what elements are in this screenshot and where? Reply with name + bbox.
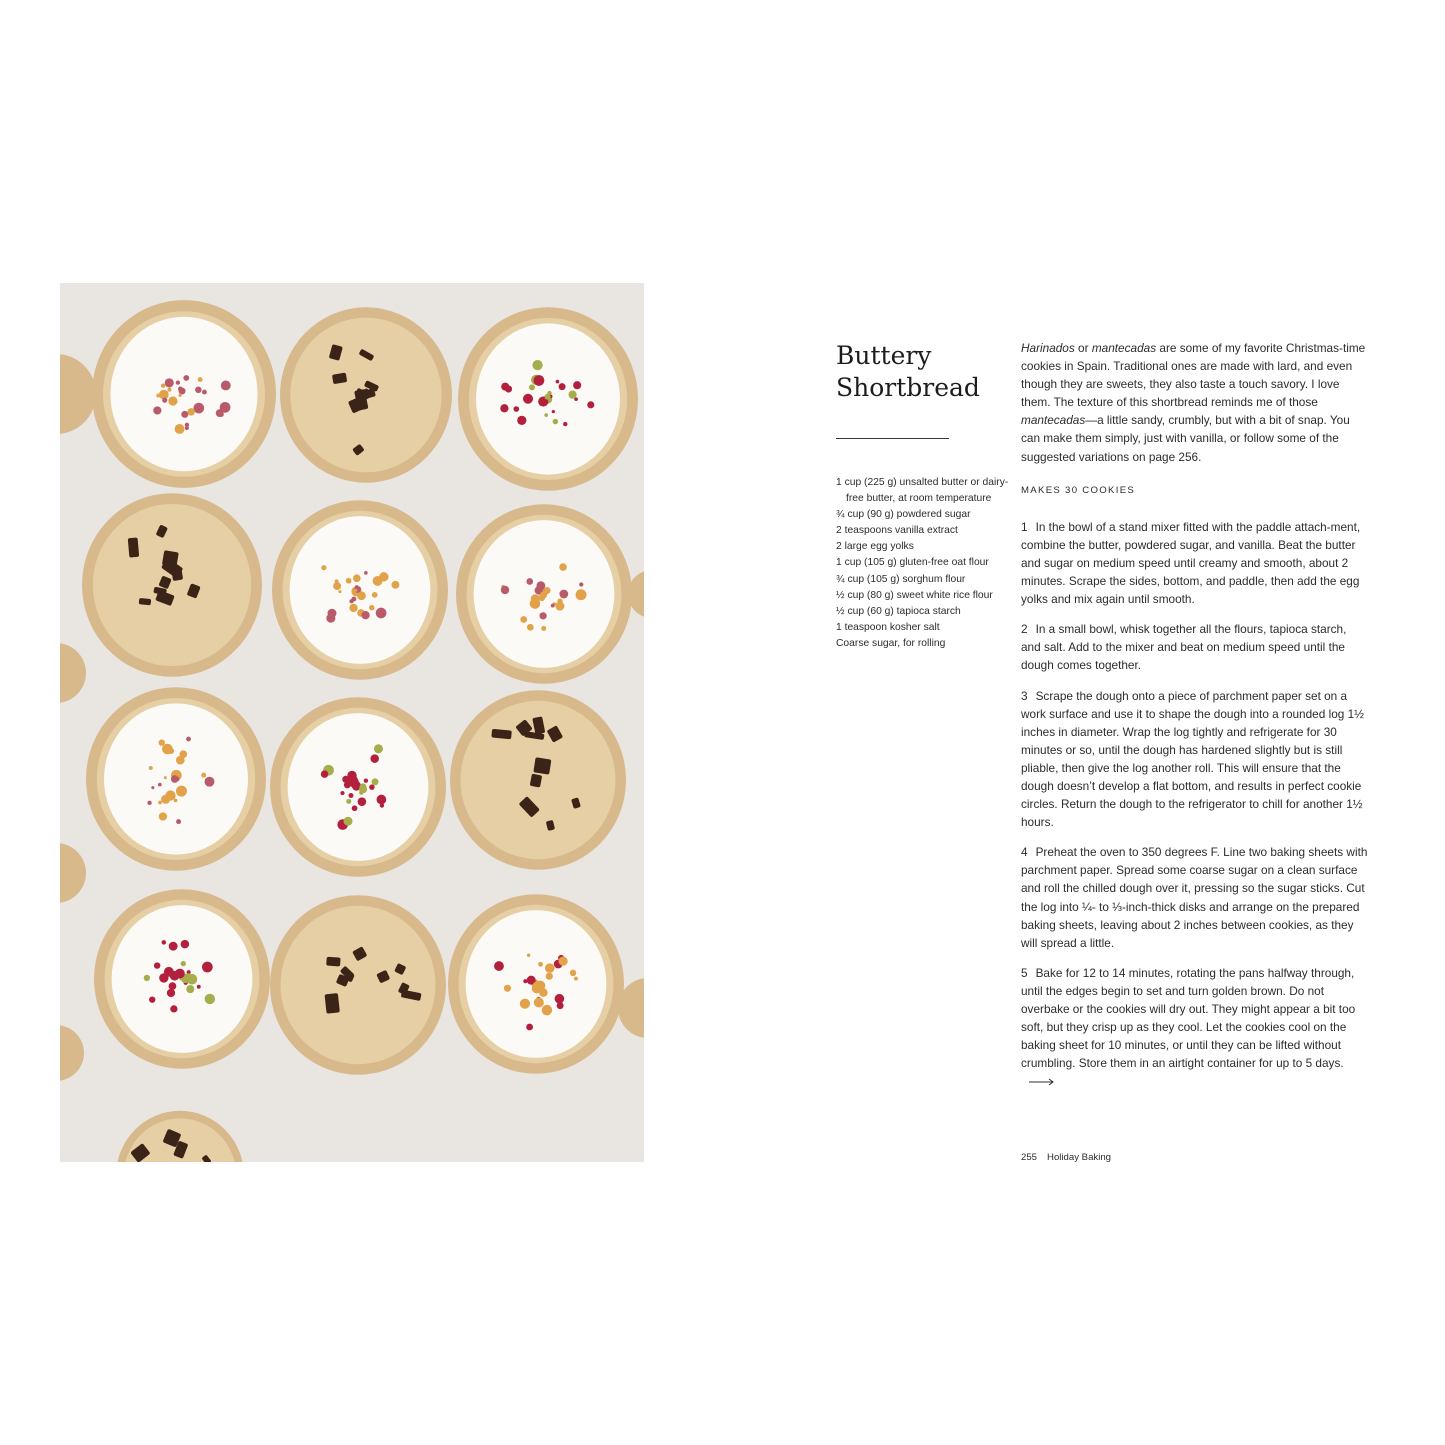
topping <box>186 973 190 977</box>
topping <box>587 401 594 408</box>
topping <box>201 773 206 778</box>
topping <box>541 626 546 631</box>
topping <box>183 375 189 381</box>
cookie-edge <box>60 1025 84 1081</box>
topping <box>153 406 161 414</box>
topping <box>364 571 368 575</box>
topping <box>545 963 555 973</box>
topping <box>526 1024 533 1031</box>
topping <box>338 590 341 593</box>
topping <box>178 386 183 391</box>
topping <box>219 412 224 417</box>
topping <box>162 398 167 403</box>
title-line-1: Buttery <box>836 341 932 370</box>
topping <box>351 597 356 602</box>
topping <box>364 779 368 783</box>
topping <box>354 589 357 592</box>
topping <box>181 940 190 949</box>
page-footer <box>1021 1152 1111 1163</box>
topping <box>529 384 535 390</box>
topping <box>170 1005 177 1012</box>
topping <box>333 582 341 590</box>
chocolate-chunk <box>491 729 512 739</box>
topping <box>185 426 189 430</box>
topping <box>531 594 540 603</box>
topping <box>553 419 559 425</box>
topping <box>176 380 180 384</box>
chocolate-chunk <box>533 757 551 774</box>
topping <box>349 604 357 612</box>
chocolate-chunk <box>162 550 179 567</box>
page-number: 255 <box>1021 1152 1038 1163</box>
topping <box>559 383 566 390</box>
icing <box>110 317 257 472</box>
topping <box>158 783 162 787</box>
step-number: 1 <box>1021 519 1028 534</box>
step-number: 2 <box>1021 622 1028 637</box>
topping <box>349 775 358 784</box>
topping <box>178 394 181 397</box>
ingredient-item: 1 teaspoon kosher salt <box>836 621 940 633</box>
intro-italic-3: mantecadas <box>1021 413 1086 428</box>
cookie-dough <box>281 906 436 1064</box>
topping <box>570 970 576 976</box>
topping <box>195 387 202 394</box>
topping <box>370 754 378 762</box>
topping <box>165 378 174 387</box>
topping <box>344 817 353 826</box>
topping <box>376 608 387 619</box>
title-divider <box>836 438 949 439</box>
topping <box>532 360 542 370</box>
topping <box>392 581 400 589</box>
topping <box>355 585 359 589</box>
cookie-photo-icon <box>60 283 644 1162</box>
cookie-dough <box>93 504 251 666</box>
ingredient-item: 2 large egg yolks <box>836 541 914 553</box>
topping <box>568 391 576 399</box>
ingredient-item: 1 cup (225 g) unsalted butter or dairy-free butter, at room temperature <box>836 477 1009 505</box>
topping <box>574 977 578 981</box>
topping <box>176 786 187 797</box>
topping <box>202 390 207 395</box>
topping <box>159 812 167 820</box>
step-5 <box>1021 964 1369 1092</box>
step-number: 3 <box>1021 688 1028 703</box>
topping <box>198 377 203 382</box>
topping <box>197 985 201 989</box>
title-line-2: Shortbread <box>836 373 980 402</box>
topping <box>545 394 551 400</box>
topping <box>551 604 555 608</box>
intro-text-3: —a little sandy, crumbly, but with a bit of snap. You can make them simply, just with vanilla, or follow some of the suggested variations on page 256. <box>1021 413 1350 464</box>
continue-arrow-icon <box>1029 1073 1055 1091</box>
step-4 <box>1021 843 1369 952</box>
topping <box>167 387 171 391</box>
topping <box>326 614 335 623</box>
topping <box>540 592 547 599</box>
topping <box>534 997 544 1007</box>
topping <box>346 578 352 584</box>
topping <box>557 1002 564 1009</box>
step-number: 5 <box>1021 965 1028 980</box>
topping <box>346 799 351 804</box>
topping <box>186 985 194 993</box>
topping <box>526 578 533 585</box>
topping <box>167 989 175 997</box>
topping <box>205 994 215 1004</box>
topping <box>546 973 553 980</box>
ingredient-item: ¾ cup (105 g) sorghum flour <box>836 573 966 585</box>
chocolate-chunk <box>171 567 183 581</box>
topping <box>176 819 181 824</box>
topping <box>559 957 568 966</box>
topping <box>373 576 383 586</box>
topping <box>369 784 375 790</box>
recipe-body <box>1021 339 1369 1103</box>
topping <box>520 999 530 1009</box>
topping <box>377 795 387 805</box>
topping <box>202 962 213 973</box>
topping <box>557 598 562 603</box>
topping <box>556 380 560 384</box>
topping <box>169 982 177 990</box>
topping <box>369 605 374 610</box>
recipe-title <box>836 340 1006 404</box>
topping <box>154 962 160 968</box>
topping <box>534 375 545 386</box>
topping <box>500 404 508 412</box>
topping <box>348 793 353 798</box>
topping <box>175 424 185 434</box>
topping <box>340 791 344 795</box>
topping <box>161 384 165 388</box>
topping <box>147 801 151 805</box>
topping <box>144 975 150 981</box>
yield-label: MAKES 30 COOKIES <box>1021 484 1136 496</box>
topping <box>544 413 548 417</box>
chocolate-chunk <box>326 957 340 967</box>
topping <box>527 954 530 957</box>
topping <box>168 396 177 405</box>
ingredient-item: ½ cup (60 g) tapioca starch <box>836 605 961 617</box>
topping <box>221 381 231 391</box>
intro-paragraph <box>1021 339 1369 466</box>
topping <box>161 795 170 804</box>
cookie-edge <box>60 643 86 703</box>
topping <box>352 805 358 811</box>
step-1 <box>1021 518 1369 608</box>
topping <box>504 985 511 992</box>
ingredient-item: Coarse sugar, for rolling <box>836 637 946 649</box>
topping <box>186 737 191 742</box>
ingredient-item: 2 teaspoons vanilla extract <box>836 525 958 537</box>
topping <box>533 982 538 987</box>
topping <box>162 940 166 944</box>
ingredient-item: 1 cup (105 g) gluten-free oat flour <box>836 557 989 569</box>
ingredient-item: ¾ cup (90 g) powdered sugar <box>836 509 971 521</box>
topping <box>205 777 215 787</box>
topping <box>358 797 367 806</box>
topping <box>559 590 568 599</box>
topping <box>513 406 519 412</box>
topping <box>552 410 555 413</box>
topping <box>579 582 583 586</box>
topping <box>374 744 383 753</box>
intro-text-1: or <box>1074 341 1092 355</box>
intro-text-2: are some of my favorite Christmas-time cookies in Spain. Traditional ones are made with lard, and even though they are sweets, they also taste a touch savory. I love them. The texture of this shortbread reminds me of those <box>1021 341 1366 410</box>
topping <box>517 416 526 425</box>
topping <box>181 411 188 418</box>
topping <box>194 403 205 414</box>
ingredient-list <box>836 475 1011 652</box>
topping <box>162 744 173 755</box>
topping <box>149 996 155 1002</box>
step-text: In the bowl of a stand mixer fitted with the paddle attach-ment, combine the butter, powdered sugar, and vanilla. Beat the butter and sugar on medium speed until creamy and smooth, about 2 minutes. Scrape the sides, bottom, and paddle, then add the egg yolks and mix again until smooth. <box>1021 519 1361 607</box>
step-text: Bake for 12 to 14 minutes, rotating the pans halfway through, until the edges begin to set and turn golden brown. Do not overbake or the cookies will dry out. They might appear a bit too soft, but they crisp up as they cool. Let the cookies cool on the baking sheet for 10 minutes, or until they can be lifted without crumbling. Store them in an airtight container for up to 5 days. <box>1021 965 1356 1071</box>
step-text: Preheat the oven to 350 degrees F. Line two baking sheets with parchment paper. Spread some coarse sugar on a clean surface and roll the chilled dough over it, pressing so the sugar sticks. Cut the log into ¼- to ⅓-inch-thick disks and arrange on the prepared baking sheets, leaving about 2 inches between cookies, as they will spread a little. <box>1021 845 1368 950</box>
topping <box>361 611 369 619</box>
step-number: 4 <box>1021 845 1028 860</box>
topping <box>220 402 231 413</box>
intro-italic-2: mantecadas <box>1091 341 1157 355</box>
topping <box>359 785 367 793</box>
topping <box>559 563 567 571</box>
intro-italic-1: Harinados <box>1021 341 1075 355</box>
topping <box>164 776 167 779</box>
topping <box>169 942 178 951</box>
step-3 <box>1021 687 1369 832</box>
topping <box>174 798 178 802</box>
cookie-edge <box>60 354 96 434</box>
topping <box>170 971 180 981</box>
topping <box>149 766 153 770</box>
topping <box>158 801 162 805</box>
cookie-edge <box>60 843 86 903</box>
topping <box>371 778 378 785</box>
topping <box>523 394 533 404</box>
step-2 <box>1021 620 1369 674</box>
topping <box>321 565 326 570</box>
section-name: Holiday Baking <box>1047 1152 1112 1163</box>
topping <box>563 422 567 426</box>
topping <box>179 750 187 758</box>
topping <box>321 770 328 777</box>
topping <box>353 574 361 582</box>
topping <box>538 962 543 967</box>
topping <box>520 616 527 623</box>
topping <box>555 994 565 1004</box>
topping <box>174 776 178 780</box>
topping <box>539 612 546 619</box>
chocolate-chunk <box>128 537 139 557</box>
topping <box>151 786 154 789</box>
topping <box>181 961 186 966</box>
topping <box>494 961 504 971</box>
topping <box>159 740 165 746</box>
cookies-photo <box>60 283 644 1162</box>
step-text: Scrape the dough onto a piece of parchment paper set on a work surface and use it to shape the dough into a rounded log 1½ inches in diameter. Wrap the log tightly and refrigerate for 30 minutes or so, until the dough has hardened slightly but is still pliable, then give the log another roll. This will ensure that the dough doesn’t develop a flat bottom, and results in perfect cookie circles. Return the dough to the refrigerator to chill for another 1½ hours. <box>1021 688 1365 830</box>
topping <box>542 1005 553 1016</box>
topping <box>536 581 545 590</box>
chocolate-chunk <box>139 598 152 605</box>
topping <box>573 381 581 389</box>
topping <box>576 589 587 600</box>
topping <box>188 408 195 415</box>
topping <box>501 383 509 391</box>
topping <box>527 624 534 631</box>
step-text: In a small bowl, whisk together all the flours, tapioca starch, and salt. Add to the mixer and beat on medium speed until the dough comes together. <box>1021 622 1347 673</box>
topping <box>372 592 378 598</box>
ingredient-item: ½ cup (80 g) sweet white rice flour <box>836 589 993 601</box>
chocolate-chunk <box>325 993 340 1014</box>
topping <box>501 586 509 594</box>
